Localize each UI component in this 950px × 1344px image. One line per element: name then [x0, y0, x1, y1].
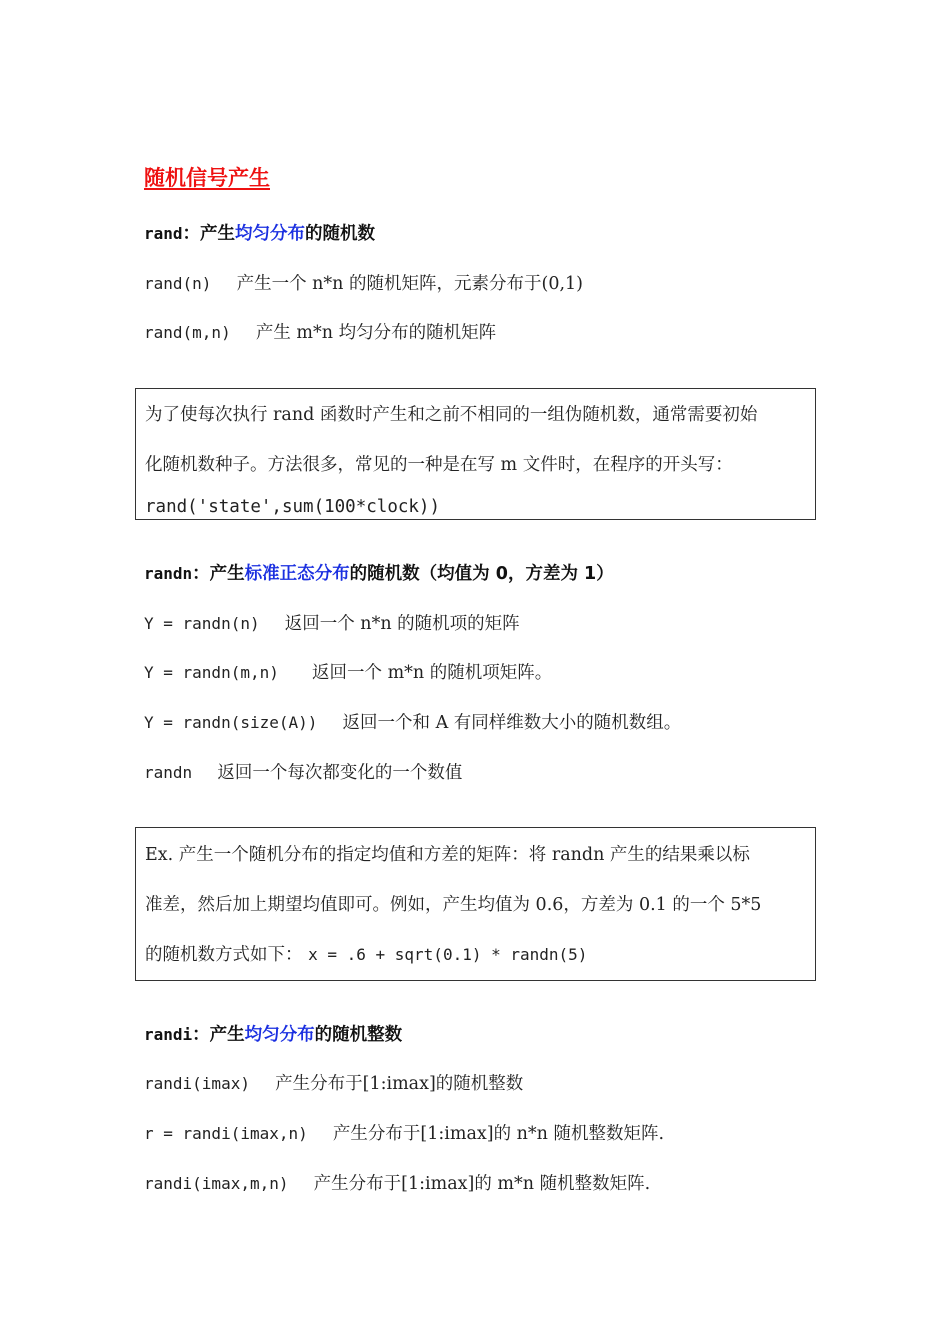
randn-example-line-3-text: 的随机数方式如下：: [145, 945, 303, 965]
rand-line-2: [144, 322, 496, 344]
rand-heading-code: rand: [144, 224, 183, 243]
rand-note-line-3: rand('state',sum(100*clock)): [145, 497, 441, 517]
randn-line-1: [144, 613, 520, 635]
randn-line-2-code: Y = randn(m,n): [144, 663, 279, 682]
rand-heading-link[interactable]: 均匀分布: [235, 224, 306, 244]
randn-heading-link[interactable]: 标准正态分布: [244, 564, 350, 584]
randi-line-2: [144, 1123, 664, 1145]
rand-heading-pre: ：产生: [182, 224, 236, 244]
randn-line-2: [144, 662, 552, 684]
randi-heading-link[interactable]: 均匀分布: [244, 1025, 315, 1045]
randn-example-line-3-code: x = .6 + sqrt(0.1) * randn(5): [308, 945, 588, 964]
randi-heading-code: randi: [144, 1025, 193, 1044]
randn-line-4-text: 返回一个每次都变化的一个数值: [217, 763, 463, 783]
rand-heading: [144, 223, 375, 245]
rand-line-2-code: rand(m,n): [144, 323, 231, 342]
rand-note-box: [135, 388, 816, 520]
randn-example-line-1: Ex. 产生一个随机分布的指定均值和方差的矩阵：将 randn 产生的结果乘以标: [145, 845, 750, 865]
rand-line-1-text: 产生一个 n*n 的随机矩阵，元素分布于(0,1): [236, 274, 583, 294]
randi-line-1: [144, 1073, 523, 1095]
rand-heading-post: 的随机数: [305, 224, 376, 244]
rand-note-line-1: 为了使每次执行 rand 函数时产生和之前不相同的一组伪随机数，通常需要初始: [145, 405, 758, 425]
randi-line-1-text: 产生分布于[1:imax]的随机整数: [275, 1074, 524, 1094]
randn-example-line-3: [145, 944, 587, 966]
randn-line-4-code: randn: [144, 763, 193, 782]
randi-line-3: [144, 1173, 650, 1195]
rand-note-line-2: 化随机数种子。方法很多，常见的一种是在写 m 文件时，在程序的开头写：: [145, 455, 733, 475]
randn-line-1-code: Y = randn(n): [144, 614, 260, 633]
randi-line-3-code: randi(imax,m,n): [144, 1174, 289, 1193]
randn-heading-post: 的随机数（均值为 0，方差为 1）: [349, 564, 614, 584]
randn-heading-pre: ：产生: [192, 564, 245, 584]
randi-line-3-text: 产生分布于[1:imax]的 m*n 随机整数矩阵.: [313, 1174, 651, 1194]
rand-line-2-text: 产生 m*n 均匀分布的随机矩阵: [255, 323, 497, 343]
randi-line-2-text: 产生分布于[1:imax]的 n*n 随机整数矩阵.: [332, 1124, 665, 1144]
randn-line-4: [144, 762, 462, 784]
rand-line-1: [144, 273, 583, 295]
randn-line-3-text: 返回一个和 A 有同样维数大小的随机数组。: [342, 713, 682, 733]
randn-line-2-text: 返回一个 m*n 的随机项矩阵。: [312, 663, 553, 683]
randi-heading-post: 的随机整数: [314, 1025, 403, 1045]
randi-heading: [144, 1024, 402, 1046]
randi-line-1-code: randi(imax): [144, 1074, 250, 1093]
page-title: 随机信号产生: [144, 166, 270, 190]
randn-example-box: [135, 827, 816, 981]
rand-line-1-code: rand(n): [144, 274, 212, 293]
randn-line-3-code: Y = randn(size(A)): [144, 713, 318, 732]
randn-heading: [144, 563, 614, 585]
randi-line-2-code: r = randi(imax,n): [144, 1124, 308, 1143]
randi-heading-pre: ：产生: [192, 1025, 245, 1045]
randn-line-3: [144, 712, 681, 734]
randn-line-1-text: 返回一个 n*n 的随机项的矩阵: [284, 614, 520, 634]
randn-example-line-2: 准差，然后加上期望均值即可。例如，产生均值为 0.6，方差为 0.1 的一个 5*5: [145, 895, 762, 915]
randn-heading-code: randn: [144, 564, 193, 583]
